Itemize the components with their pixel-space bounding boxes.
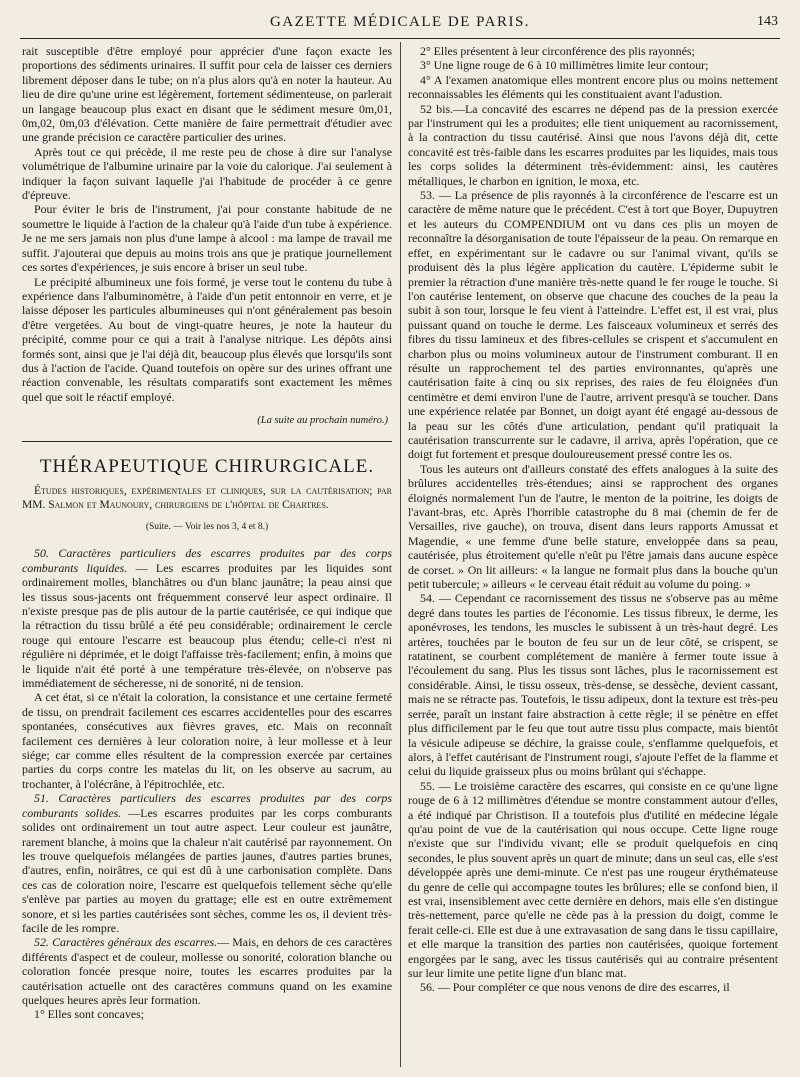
paragraph-body: — Les escarres produites par les liquides sont ordinairement molles, blanchâtres ou d'un blanc jaunâtre; la peau ainsi que les tissus sous-jacents ont fréquemment conservé leur aspect ordinaire. Il n'existe presque pas de plis autour de la partie cautérisée, ce qui indique que la rétraction du tissu brûlé a été peu considérable; ordinairement le cercle rouge qui entoure l'escarre est beaucoup plus étendu; celle-ci n'est ni régulière ni déprimée, et le doigt l'affaisse très-facilement; enfin, à moins que le liquide n'ait été porté à une température très-élevée, on n'observe pas immédiatement de sécheresse, ni de sonorité, ni de tension. — [22, 560, 392, 691]
paragraph-50 — [22, 546, 392, 690]
continued-note: (La suite au prochain numéro.) — [257, 415, 388, 427]
section-reference: (Suite. — Voir les nos 3, 4 et 8.) — [145, 521, 269, 532]
paragraph: rait susceptible d'être employé pour apprécier d'une façon exacte les proportions des sédiments urinaires. Il suffit pour cela de laisser ces derniers librement déposer dans le tube; on n'a plus alors qu'à en noter la hauteur. Au lieu de dire qu'une urine est légèrement, fortement sédimenteuse, on parlerait un langage beaucoup plus exact en disant que le sédiment mesure 0m,01, 0m,02, 0m,03 d'élévation. Cette manière de faire permettrait d'étudier avec une grande précision ce caractère particulier des urines. — [22, 44, 392, 145]
page-header — [20, 12, 780, 39]
section-separator — [22, 441, 392, 442]
right-column — [408, 44, 778, 1064]
list-item: 4° A l'examen anatomique elles montrent encore plus ou moins nettement reconnaissables les éléments qui les constituaient avant l'adustion. — [408, 72, 778, 102]
paragraph-52 — [22, 935, 392, 1007]
paragraph-54: 54. — Cependant ce racornissement des tissus ne s'observe pas au même degré dans toutes les parties de l'économie. Les tissus fibreux, le derme, les aponévroses, les tendons, les muscles le subissent à un très-haut degré. Les artères, touchées par le bouton de feu sur un de leur côté, se crispent, se ratatinent, se courbent complétement de manière à fermer toute issue à l'écoulement du sang. Plus les tissus sont lâches, plus le racornissement est considérable. Ainsi, le tissu osseux, très-dense, se dessèche, devient cassant, mais ne se rétracte pas. Toutefois, le tissu adipeux, dont la texture est très-peu serrée, paraît un instant faire abstraction à cette règle; il se pénètre en effet plus difficilement par le feu que tout autre tissu plus compacte, mais bientôt la vésicule adipeuse se déchire, la graisse coule, s'enflamme quelquefois, et alors, à l'effet cautérisant de l'instrument rougi, s'ajoute l'effet de la flamme et celui du liquide graisseux plus ou moins brûlant qui s'échappe. — [408, 591, 778, 779]
section-subtitle: Études historiques, expérimentales et cliniques, sur la cautérisation; par MM. Salmon et Maunoury, chirurgiens de l'hôpital de Chartres. — [22, 484, 392, 511]
paragraph-53: 53. — La présence de plis rayonnés à la circonférence de l'escarre est un caractère de même nature que le précédent. C'est à tort que Boyer, Dupuytren et les auteurs du COMPENDIUM ont vu dans ces plis un moyen de reconnaître la désorganisation de toute l'épaisseur de la peau. On remarque en effet, en expérimentant sur le cadavre ou sur l'animal vivant, qu'ils se produisent dès la plus légère application du cautère. L'épiderme subit le premier la rétraction d'une manière très-nette quand le fer rouge le touche. Si l'on cautérise lentement, on observe que chacune des couches de la peau la subit à son tour, lorsque le feu vient à l'atteindre. L'effet est, il est vrai, plus puissant quand on touche le derme. Les faisceaux volumineux et serrés des fibres du tissu lamineux et des fibres-cellules se crispent et s'accumulent en charbon plus ou moins volumineux autour de l'instrument comburant. Il en résulte un rapprochement tel des parties environnantes, qu'après une cautérisation faite à cinq ou six reprises, des raies de feu éloignées d'un centimètre et demi environ l'une de l'autre, arrivent presqu'à se toucher. Dans une expérience relatée par Bonnet, un doigt ayant été engagé au-dessous de la peau sur les côtés d'une articulation, pendant qu'il pratiquait la cautérisation transcurrente sur le cadavre, il arriva, après l'opération, que ce doigt fut fortement et presque douloureusement pressé contre les os. — [408, 188, 778, 462]
paragraph-heading: 52. Caractères généraux des escarres. — [34, 935, 218, 950]
list-item: 3° Une ligne rouge de 6 à 10 millimètres limite leur contour; — [420, 58, 709, 73]
paragraph-heading: 50. Caractères particuliers des escarres produites par des corps comburants liquides. — [22, 546, 392, 575]
paragraph: Tous les auteurs ont d'ailleurs constaté des effets analogues à la suite des brûlures accidentelles très-étendues; ainsi se rapprochent des organes éloignés normalement l'un de l'autre, le menton de la poitrine, les doigts de l'avant-bras, etc. Après l'horrible catastrophe du 8 mai (chemin de fer de Versailles, rive gauche), on trouva, disent dans leurs rapports Amussat et Magendie, « une femme d'une belle stature, enveloppée dans sa peau, cautérisée, plus étroitement qu'elle n'eût pu l'être jamais dans aucune espèce de corset. » On lit ailleurs: « la langue ne formait plus dans la bouche qu'un petit tubercule; » ailleurs « le cerveau était réduit au volume du poing. » — [408, 461, 778, 592]
paragraph: Pour éviter le bris de l'instrument, j'ai pour constante habitude de ne soumettre le liquide à l'action de la chaleur qu'à l'aide d'un tube à expérience. Je ne me sers jamais non plus d'une lampe à alcool : ma lampe de travail me suffit. J'ajouterai que depuis au moins trois ans que je pratique journellement ces sortes d'expériences, je suis encore à briser un seul tube. — [22, 202, 392, 275]
list-item: 2° Elles présentent à leur circonférence des plis rayonnés; — [420, 44, 695, 58]
paragraph-51 — [22, 791, 392, 935]
journal-title: GAZETTE MÉDICALE DE PARIS. — [269, 14, 531, 30]
paragraph-55: 55. — Le troisième caractère des escarres, qui consiste en ce qu'une ligne rouge de 6 à 12 millimètres d'étendue se montre constamment autour d'elles, a été indiqué par Christison. Il a toutefois plus d'utilité en médecine légale qu'au point de vue de la cautérisation qui nous occupe. Cette ligne rouge n'existe que sur l'individu vivant; elle se produit quelquefois en cinq secondes, le plus souvent après un quart de minute; dans un seul cas, elle s'est développée après une demi-minute. Ce n'est pas une rougeur érythémateuse du genre de celle qui accompagne toutes les brûlures; elle se confond bien, il est vrai, insensiblement avec cette dernière en dehors, mais elle s'en distingue très-nettement, parce qu'elle ne cède pas à la pression du doigt, comme le ferait celle-ci. Elle est due à une extravasation de sang dans le tissu capillaire, et elle marque la transition des parties non cautérisées, quoique fortement engorgées par le sang, avec les tissus cautérisés qui au contraire présentent sur leur limite une petite ligne d'un blanc mat. — [408, 778, 778, 980]
page-number: 143 — [757, 14, 778, 29]
paragraph: Le précipité albumineux une fois formé, je verse tout le contenu du tube à expérience dans l'albuminomètre, à l'aide d'un petit entonnoir en verre, et je laisse déposer les particules albumineuses qui n'ont généralement pas besoin d'être vergetées. Au bout de vingt-quatre heures, je note la hauteur du précipité, comme pour ce qui a trait à l'analyse nitrique. Les dépôts ainsi formés sont, ainsi que je l'ai déjà dit, beaucoup plus élevés que lorsqu'ils sont dus à l'action de l'acide. Quand toutefois on opère sur des urines offrant une réaction convenable, les résultats comparatifs sont exactement les mêmes quel que soit le réactif employé. — [22, 274, 392, 404]
paragraph-heading: 51. Caractères particuliers des escarres produites par des corps comburants solides. — [22, 791, 392, 820]
paragraph-body: —Les escarres produites par les corps comburants solides ont ordinairement un tout autre aspect. Leur couleur est jaunâtre, rarement blanche, à moins que la chaleur n'ait cautérisé par rayonnement. On les trouve quelquefois mélangées de parties jaunes, d'autres parties brunes, d'autres, enfin, noirâtres, ce qui est dû à une carbonisation complète. Dans ces cas de coloration noire, l'escarre est quelquefois tellement sèche qu'elle s'enlève par parties au moyen du grattage; elle est en outre extrêmement sonore, et si les parties cautérisées sont sèches, comme les os, il devient très-facile de les rompre. — [22, 805, 392, 935]
left-column — [22, 44, 392, 1064]
column-divider — [400, 42, 401, 1067]
paragraph-body: — Mais, en dehors de ces caractères différents d'aspect et de couleur, mollesse ou sonorité, coloration blanche ou coloration foncée presque noire, toutes les escarres produites par la cautérisation actuelle ont des caractères communs quand on les examine quelques heures après leur formation. — [22, 935, 392, 1007]
paragraph: Après tout ce qui précède, il me reste peu de chose à dire sur l'analyse volumétrique de l'albumine urinaire par la voie du calorique. J'ai seulement à indiquer la façon suivant laquelle j'ai l'habitude de procéder à ce genre d'épreuve. — [22, 144, 392, 203]
paragraph: A cet état, si ce n'était la coloration, la consistance et une certaine fermeté de tissu, on prendrait facilement ces escarres accidentelles pour des escarres spontanées, consécutives aux fièvres graves, etc. Mais on reconnaît facilement ces dernières à leur coloration noire, à leur mollesse et à leur siége; car comme elles résultent de la compression exercée par certaines parties du corps contre les matelas du lit, on les observe au sacrum, au trochanter, à l'olécrâne, à l'épitrochlée, etc. — [22, 690, 392, 791]
list-item: 1° Elles sont concaves; — [34, 1007, 145, 1022]
paragraph-52-bis: 52 bis.—La concavité des escarres ne dépend pas de la pression exercée par l'instrument qui les a produites; elle tient uniquement au racornissement, à la contraction du tissu cautérisé. Ainsi que nous l'avons déjà dit, cette concavité est très-faible dans les escarres produites par les liquides, mais tous les corps solides la déterminent très-évidemment: ainsi, les cautères métalliques, le charbon en ignition, le moxa, etc. — [408, 101, 778, 188]
paragraph-56: 56. — Pour compléter ce que nous venons de dire des escarres, il — [420, 980, 730, 995]
section-title: THÉRAPEUTIQUE CHIRURGICALE. — [39, 455, 375, 477]
